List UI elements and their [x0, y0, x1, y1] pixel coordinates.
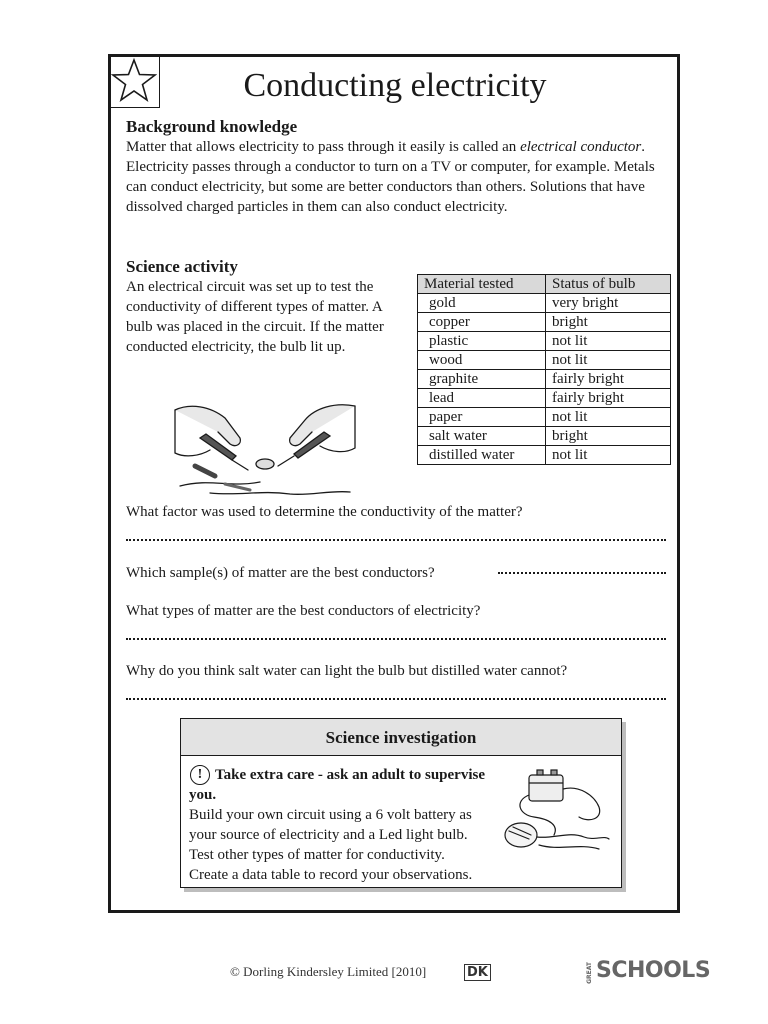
- circuit-hands-illustration: [170, 398, 360, 498]
- background-text-start: Matter that allows electricity to pass through it easily is called an: [126, 139, 521, 155]
- table-cell-material: gold: [418, 294, 546, 313]
- activity-paragraph: An electrical circuit was set up to test the conductivity of different types of matter. A bulb was placed in the circuit. If the matter conducted electricity, the bulb lit up.: [126, 279, 384, 355]
- table-cell-status: very bright: [546, 294, 671, 313]
- table-row: [418, 351, 671, 370]
- table-row: [418, 313, 671, 332]
- activity-heading: Science activity: [126, 257, 238, 276]
- table-cell-status: bright: [546, 427, 671, 446]
- investigation-line: your source of electricity and a Led light bulb.: [189, 827, 468, 843]
- question-2: Which sample(s) of matter are the best conductors?: [126, 565, 435, 581]
- star-box: [108, 54, 160, 108]
- table-row: [418, 294, 671, 313]
- answer-line-1[interactable]: [126, 539, 666, 541]
- table-header-material: Material tested: [418, 275, 546, 294]
- answer-line-4[interactable]: [126, 698, 666, 700]
- table-cell-status: fairly bright: [546, 370, 671, 389]
- table-row: [418, 427, 671, 446]
- background-heading: Background knowledge: [126, 117, 298, 136]
- table-cell-material: distilled water: [418, 446, 546, 465]
- table-cell-status: not lit: [546, 332, 671, 351]
- table-cell-material: lead: [418, 389, 546, 408]
- greatschools-logo-small: GREAT: [586, 962, 593, 984]
- answer-line-3[interactable]: [126, 638, 666, 640]
- background-text-end: . Electricity passes through a conductor to turn on a TV or computer, for example. Metals can conduct electricity, but some are better conductors than others. Solutions that have dissolved charged particles in them can also conduct electricity.: [126, 139, 655, 215]
- table-row: [418, 408, 671, 427]
- warning-icon: !: [190, 765, 210, 785]
- table-cell-material: copper: [418, 313, 546, 332]
- copyright-text: © Dorling Kindersley Limited [2010]: [230, 964, 427, 979]
- greatschools-logo: SCHOOLS: [596, 958, 711, 983]
- table-header-row: [418, 275, 671, 294]
- investigation-text: [189, 765, 509, 885]
- investigation-heading: Science investigation: [181, 719, 621, 756]
- table-header-status: Status of bulb: [546, 275, 671, 294]
- background-paragraph: [126, 137, 666, 217]
- investigation-line: Build your own circuit using a 6 volt battery as: [189, 807, 472, 823]
- star-icon: [111, 57, 157, 103]
- table-cell-material: graphite: [418, 370, 546, 389]
- results-table: [417, 274, 671, 465]
- table-row: [418, 446, 671, 465]
- table-cell-material: paper: [418, 408, 546, 427]
- table-cell-status: bright: [546, 313, 671, 332]
- question-1: What factor was used to determine the conductivity of the matter?: [126, 504, 523, 520]
- dk-logo: DK: [464, 964, 491, 981]
- table-cell-material: wood: [418, 351, 546, 370]
- table-cell-material: salt water: [418, 427, 546, 446]
- table-row: [418, 389, 671, 408]
- investigation-box: [180, 718, 622, 888]
- warning-text: Take extra care - ask an adult to supervise you.: [189, 767, 485, 803]
- investigation-line: Create a data table to record your observations.: [189, 867, 473, 883]
- question-3: What types of matter are the best conductors of electricity?: [126, 603, 481, 619]
- background-italic-term: electrical conductor: [520, 139, 642, 155]
- page-title: Conducting electricity: [243, 67, 547, 104]
- answer-line-2[interactable]: [498, 572, 666, 574]
- table-cell-status: not lit: [546, 446, 671, 465]
- battery-bulb-illustration: [499, 767, 614, 867]
- table-cell-status: not lit: [546, 351, 671, 370]
- table-row: [418, 370, 671, 389]
- table-cell-material: plastic: [418, 332, 546, 351]
- table-row: [418, 332, 671, 351]
- table-cell-status: fairly bright: [546, 389, 671, 408]
- investigation-line: Test other types of matter for conductivity.: [189, 847, 445, 863]
- table-cell-status: not lit: [546, 408, 671, 427]
- question-4: Why do you think salt water can light the bulb but distilled water cannot?: [126, 663, 568, 679]
